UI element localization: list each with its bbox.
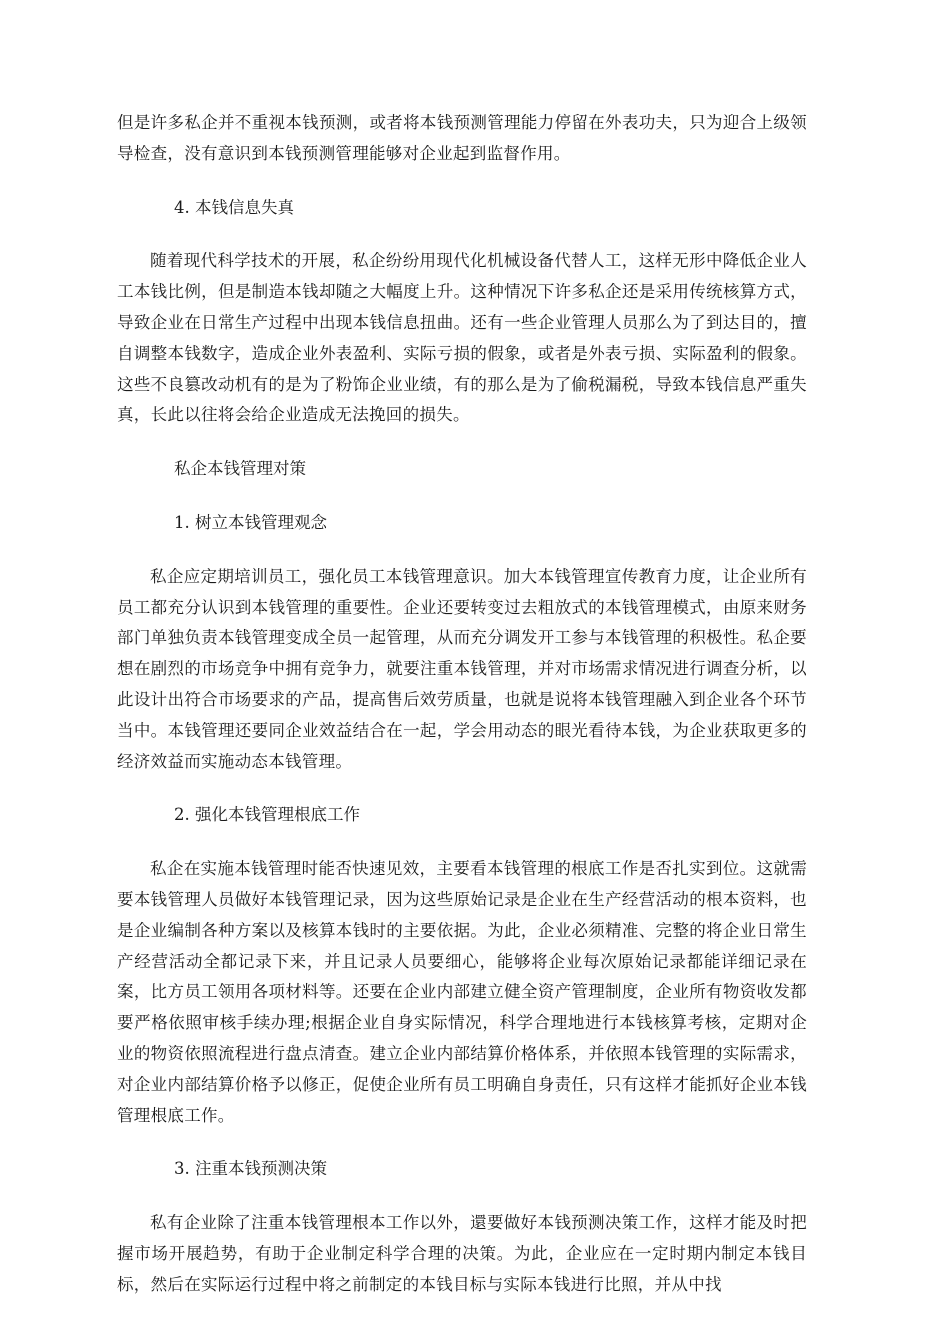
heading-cost-info-distortion: 4. 本钱信息失真 (174, 197, 294, 217)
document-page (117, 108, 807, 1324)
paragraph-strengthen-foundation-work: 私企在实施本钱管理时能否快速见效，主要看本钱管理的根底工作是否扎实到位。这就需要本钱管理人员做好本钱管理记录，因为这些原始记录是企业在生产经营活动的根本资料，也是企业编制各种方案以及核算本钱时的主要依据。为此，企业必须精准、完整的将企业日常生产经营活动全都记录下来，并且记录人员要细心，能够将企业每次原始记录都能详细记录在案，比方员工领用各项材料等。还要在企业内部建立健全资产管理制度，企业所有物资收发都要严格依照审核手续办理;根据企业自身实际情况，科学合理地进行本钱核算考核，定期对企业的物资依照流程进行盘点清查。建立企业内部结算价格体系，并依照本钱管理的实际需求，对企业内部结算价格予以修正，促使企业所有员工明确自身责任，只有这样才能抓好企业本钱管理根底工作。 (117, 859, 807, 1125)
heading-cost-forecast-decision: 3. 注重本钱预测决策 (174, 1159, 327, 1179)
paragraph-continuation: 但是许多私企并不重视本钱预测，或者将本钱预测管理能力停留在外表功夫，只为迎合上级领导检查，没有意识到本钱预测管理能够对企业起到监督作用。 (117, 113, 807, 163)
heading-establish-cost-concept: 1. 树立本钱管理观念 (174, 512, 327, 532)
paragraph-cost-forecast-decision: 私有企业除了注重本钱管理根本工作以外，還要做好本钱预测决策工作，这样才能及时把握市场开展趋势，有助于企业制定科学合理的决策。为此，企业应在一定时期内制定本钱目标，然后在实际运行过程中将之前制定的本钱目标与实际本钱进行比照，并从中找 (117, 1213, 807, 1294)
heading-strengthen-foundation-work: 2. 强化本钱管理根底工作 (174, 805, 360, 825)
heading-cost-management-countermeasures: 私企本钱管理对策 (174, 459, 306, 479)
paragraph-establish-cost-concept: 私企应定期培训员工，强化员工本钱管理意识。加大本钱管理宣传教育力度，让企业所有员工都充分认识到本钱管理的重要性。企业还要转变过去粗放式的本钱管理模式，由原来财务部门单独负责本钱管理变成全员一起管理，从而充分调发开工参与本钱管理的积极性。私企要想在剧烈的市场竞争中拥有竞争力，就要注重本钱管理，并对市场需求情况进行调查分析，以此设计出符合市场要求的产品，提高售后效劳质量，也就是说将本钱管理融入到企业各个环节当中。本钱管理还要同企业效益结合在一起，学会用动态的眼光看待本钱，为企业获取更多的经济效益而实施动态本钱管理。 (117, 566, 807, 771)
paragraph-cost-info-distortion: 随着现代科学技术的开展，私企纷纷用现代化机械设备代替人工，这样无形中降低企业人工本钱比例，但是制造本钱却随之大幅度上升。这种情况下许多私企还是采用传统核算方式，导致企业在日常生产过程中出现本钱信息扭曲。还有一些企业管理人员那么为了到达目的，擅自调整本钱数字，造成企业外表盈利、实际亏损的假象，或者是外表亏损、实际盈利的假象。这些不良篡改动机有的是为了粉饰企业业绩，有的那么是为了偷税漏税，导致本钱信息严重失真，长此以往将会给企业造成无法挽回的损失。 (117, 251, 807, 425)
